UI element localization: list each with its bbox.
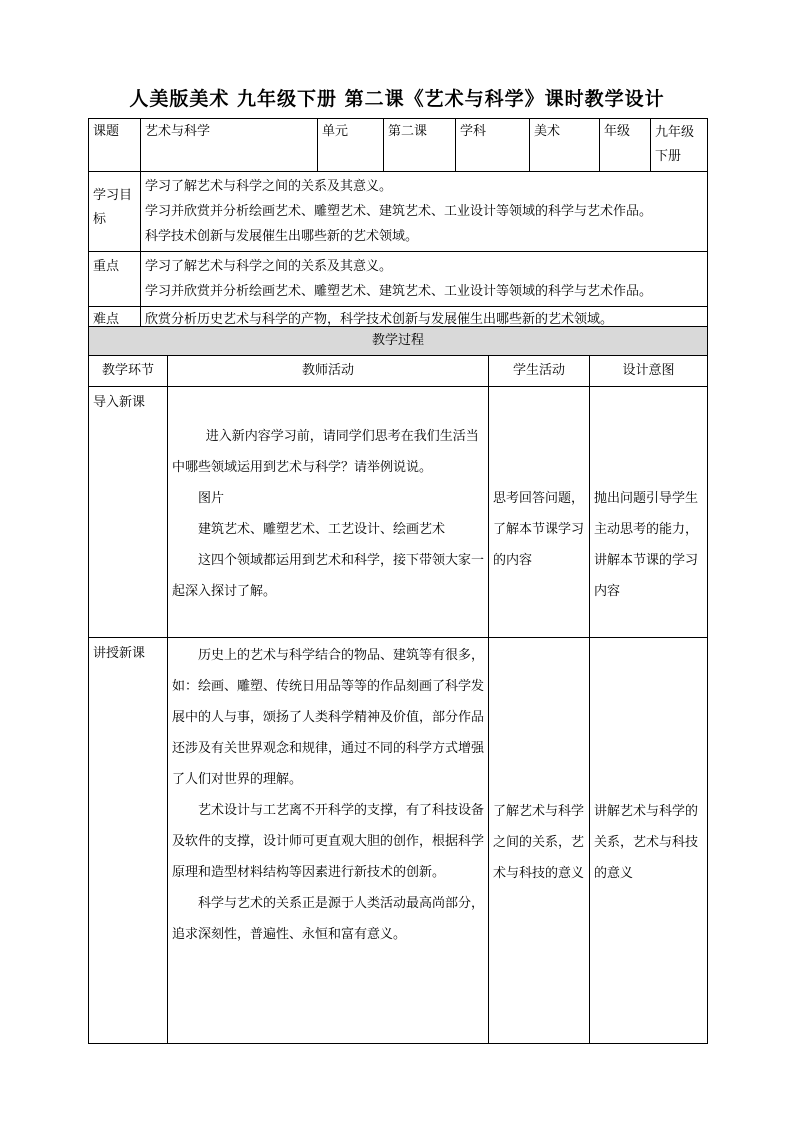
header-stage: 教学环节 (89, 356, 168, 387)
difficulty-label: 难点 (89, 307, 141, 334)
grade-label: 年级 (600, 119, 651, 172)
stage-label: 讲授新课 (93, 646, 146, 661)
key-points-content (141, 252, 708, 307)
difficulty-text: 欣赏分析历史艺术与科学的产物，科学技术创新与发展催生出哪些新的艺术领域。 (145, 312, 614, 327)
page-title: 人美版美术 九年级下册 第二课《艺术与科学》课时教学设计 (129, 88, 665, 110)
key-point-item: 学习并欣赏并分析绘画艺术、雕塑艺术、建筑艺术、工业设计等领域的科学与艺术作品。 (145, 284, 653, 299)
unit-label: 单元 (318, 119, 384, 172)
goal-item: 学习并欣赏并分析绘画艺术、雕塑艺术、建筑艺术、工业设计等领域的科学与艺术作品。 (145, 204, 653, 219)
grade-value: 九年级下册 (651, 119, 708, 172)
teacher-paragraph: 建筑艺术、雕塑艺术、工艺设计、绘画艺术 (198, 522, 446, 537)
process-band: 教学过程 (89, 327, 708, 356)
teaching-process-table (88, 326, 708, 1044)
student-activity-text: 了解艺术与科学之间的关系，艺术与科技的意义 (493, 804, 585, 881)
header-teacher: 教师活动 (168, 356, 489, 387)
teacher-paragraph: 科学与艺术的关系正是源于人类活动最高尚部分，追求深刻性，普遍性、永恒和富有意义。 (172, 896, 485, 942)
teacher-paragraph: 艺术设计与工艺离不开科学的支撑，有了科技设备及软件的支撑，设计师可更直观大胆的创作，根据科学原理和造型材料结构等因素进行新技术的创新。 (172, 803, 485, 880)
subject-value: 美术 (530, 119, 600, 172)
design-intent-text: 抛出问题引导学生主动思考的能力，讲解本节课的学习内容 (594, 491, 699, 599)
key-points-label: 重点 (89, 252, 141, 307)
teacher-paragraph: 图片 (198, 491, 225, 506)
teacher-paragraph: 历史上的艺术与科学结合的物品、建筑等有很多，如：绘画、雕塑、传统日用品等等的作品刻画了科学发展中的人与事，颂扬了人类科学精神及价值，部分作品还涉及有关世界观念和规律，通过不同的科学方式增强了人们对世界的理解。 (172, 648, 485, 787)
lesson-info-table (88, 118, 708, 334)
topic-value: 艺术与科学 (141, 119, 318, 172)
topic-label: 课题 (89, 119, 141, 172)
goal-item: 科学技术创新与发展催生出哪些新的艺术领域。 (145, 229, 419, 244)
teacher-paragraph: 进入新内容学习前，请同学们思考在我们生活当中哪些领域运用到艺术与科学？请举例说说。 (172, 429, 479, 475)
teacher-paragraph: 这四个领域都运用到艺术和科学，接下带领大家一起深入探讨了解。 (172, 553, 485, 599)
design-intent-text: 讲解艺术与科学的关系，艺术与科技的意义 (594, 804, 699, 881)
teacher-activity-cell (168, 387, 489, 638)
design-intent-cell (590, 638, 708, 1044)
design-intent-cell (590, 387, 708, 638)
key-point-item: 学习了解艺术与科学之间的关系及其意义。 (145, 259, 393, 274)
stage-label: 导入新课 (93, 395, 146, 410)
student-activity-cell (489, 387, 590, 638)
goals-label: 学习目标 (89, 172, 141, 252)
stage-cell (89, 387, 168, 638)
header-intent: 设计意图 (590, 356, 708, 387)
teacher-activity-cell (168, 638, 489, 1044)
header-student: 学生活动 (489, 356, 590, 387)
student-activity-cell (489, 638, 590, 1044)
student-activity-text: 思考回答问题，了解本节课学习的内容 (493, 491, 585, 568)
goals-content (141, 172, 708, 252)
stage-cell (89, 638, 168, 1044)
unit-value: 第二课 (384, 119, 456, 172)
subject-label: 学科 (456, 119, 530, 172)
goal-item: 学习了解艺术与科学之间的关系及其意义。 (145, 179, 393, 194)
